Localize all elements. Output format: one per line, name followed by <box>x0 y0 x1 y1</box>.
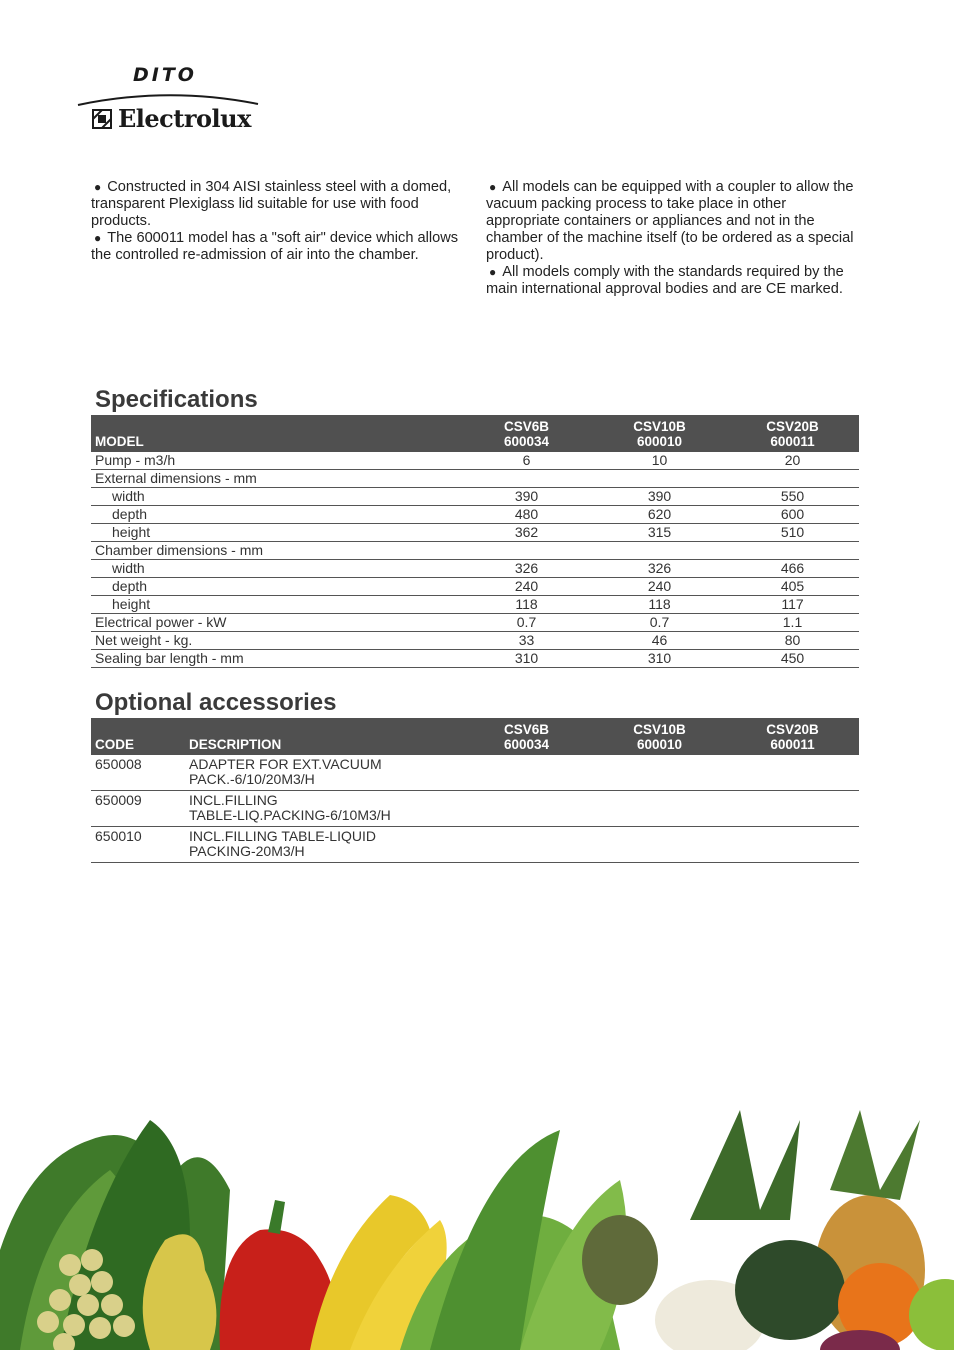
bullet-icon: ● <box>489 180 497 194</box>
spec-value: 20 <box>726 452 859 470</box>
intro-paragraph: ● All models comply with the standards required by the main international approval bodies and are CE marked. <box>486 264 844 297</box>
accessory-description: INCL.FILLING TABLE-LIQ.PACKING-6/10M3/H <box>185 791 460 827</box>
specifications-table <box>91 415 859 668</box>
spec-value: 450 <box>726 650 859 668</box>
model-column-header: CSV10B 600010 <box>593 415 726 452</box>
table-row <box>91 452 859 470</box>
code-header: CODE <box>91 718 185 755</box>
bullet-icon: ● <box>94 231 102 245</box>
accessory-description: INCL.FILLING TABLE-LIQUID PACKING-20M3/H <box>185 827 460 863</box>
spec-label: External dimensions - mm <box>91 470 460 488</box>
spec-value: 310 <box>460 650 593 668</box>
spec-value: 1.1 <box>726 614 859 632</box>
spec-value <box>726 470 859 488</box>
model-column-header: CSV6B 600034 <box>460 718 593 755</box>
accessory-description: ADAPTER FOR EXT.VACUUM PACK.-6/10/20M3/H <box>185 755 460 791</box>
spec-value: 6 <box>460 452 593 470</box>
spec-value: 0.7 <box>460 614 593 632</box>
accessory-model-cell <box>460 755 593 791</box>
intro-right-column <box>486 179 858 298</box>
spec-value: 390 <box>460 488 593 506</box>
spec-value: 0.7 <box>593 614 726 632</box>
accessories-table <box>91 718 859 863</box>
spec-value: 510 <box>726 524 859 542</box>
spec-label: depth <box>91 578 460 596</box>
table-row <box>91 791 859 827</box>
spec-label: height <box>91 596 460 614</box>
spec-label: width <box>91 488 460 506</box>
intro-paragraph: ● The 600011 model has a "soft air" device which allows the controlled re-admission of air into the chamber. <box>91 230 459 263</box>
table-row <box>91 506 859 524</box>
spec-label: Sealing bar length - mm <box>91 650 460 668</box>
spec-value: 10 <box>593 452 726 470</box>
accessories-header-row <box>91 718 859 755</box>
spec-label: Electrical power - kW <box>91 614 460 632</box>
table-row <box>91 488 859 506</box>
accessory-code: 650009 <box>91 791 185 827</box>
accessory-code: 650008 <box>91 755 185 791</box>
spec-value: 326 <box>593 560 726 578</box>
accessory-model-cell <box>460 791 593 827</box>
accessory-model-cell <box>593 791 726 827</box>
table-row <box>91 650 859 668</box>
spec-value: 46 <box>593 632 726 650</box>
electrolux-wordmark: Electrolux <box>118 104 251 133</box>
accessory-model-cell <box>726 791 859 827</box>
model-column-header: CSV6B 600034 <box>460 415 593 452</box>
spec-value: 600 <box>726 506 859 524</box>
model-column-header: CSV20B 600011 <box>726 718 859 755</box>
spec-label: Net weight - kg. <box>91 632 460 650</box>
optional-accessories-heading: Optional accessories <box>95 689 337 716</box>
spec-value: 315 <box>593 524 726 542</box>
spec-label: Pump - m3/h <box>91 452 460 470</box>
dito-electrolux-logo <box>76 64 260 134</box>
table-row <box>91 755 859 791</box>
table-row <box>91 578 859 596</box>
model-header: MODEL <box>91 415 460 452</box>
intro-paragraph: ● All models can be equipped with a coupler to allow the vacuum packing process to take place in other appropriate containers or appliances and not in the chamber of the machine itself (to be ordered as a special product). <box>486 179 854 263</box>
dito-wordmark: DITO <box>133 64 197 86</box>
spec-value <box>460 470 593 488</box>
spec-value: 117 <box>726 596 859 614</box>
spec-value: 326 <box>460 560 593 578</box>
accessory-model-cell <box>460 827 593 863</box>
bullet-icon: ● <box>489 265 497 279</box>
specifications-heading: Specifications <box>95 386 258 413</box>
table-row <box>91 632 859 650</box>
table-row <box>91 827 859 863</box>
spec-value: 33 <box>460 632 593 650</box>
spec-value: 240 <box>460 578 593 596</box>
spec-value: 118 <box>460 596 593 614</box>
electrolux-brand <box>92 104 251 133</box>
spec-value: 480 <box>460 506 593 524</box>
specifications-header-row <box>91 415 859 452</box>
accessory-model-cell <box>726 827 859 863</box>
accessories-body <box>91 755 859 863</box>
spec-value: 620 <box>593 506 726 524</box>
spec-value <box>460 542 593 560</box>
spec-label: width <box>91 560 460 578</box>
table-row <box>91 596 859 614</box>
spec-value: 405 <box>726 578 859 596</box>
spec-value: 466 <box>726 560 859 578</box>
spec-label: height <box>91 524 460 542</box>
spec-label: Chamber dimensions - mm <box>91 542 460 560</box>
spec-value <box>726 542 859 560</box>
table-row <box>91 470 859 488</box>
model-column-header: CSV20B 600011 <box>726 415 859 452</box>
accessory-model-cell <box>593 755 726 791</box>
table-row <box>91 560 859 578</box>
intro-paragraph: ● Constructed in 304 AISI stainless steel with a domed, transparent Plexiglass lid suitable for use with food products. <box>91 179 452 229</box>
spec-value: 80 <box>726 632 859 650</box>
spec-value: 362 <box>460 524 593 542</box>
spec-label: depth <box>91 506 460 524</box>
intro-left-column <box>91 179 463 264</box>
accessory-model-cell <box>593 827 726 863</box>
model-column-header: CSV10B 600010 <box>593 718 726 755</box>
electrolux-logo-icon <box>92 109 112 129</box>
specifications-body <box>91 452 859 668</box>
table-row <box>91 542 859 560</box>
accessory-model-cell <box>726 755 859 791</box>
description-header: DESCRIPTION <box>185 718 460 755</box>
table-row <box>91 524 859 542</box>
bullet-icon: ● <box>94 180 102 194</box>
table-row <box>91 614 859 632</box>
spec-value: 240 <box>593 578 726 596</box>
spec-value <box>593 542 726 560</box>
spec-value: 550 <box>726 488 859 506</box>
spec-value: 310 <box>593 650 726 668</box>
fruit-and-vegetables-image <box>0 1100 954 1350</box>
accessory-code: 650010 <box>91 827 185 863</box>
spec-value <box>593 470 726 488</box>
spec-value: 118 <box>593 596 726 614</box>
spec-value: 390 <box>593 488 726 506</box>
